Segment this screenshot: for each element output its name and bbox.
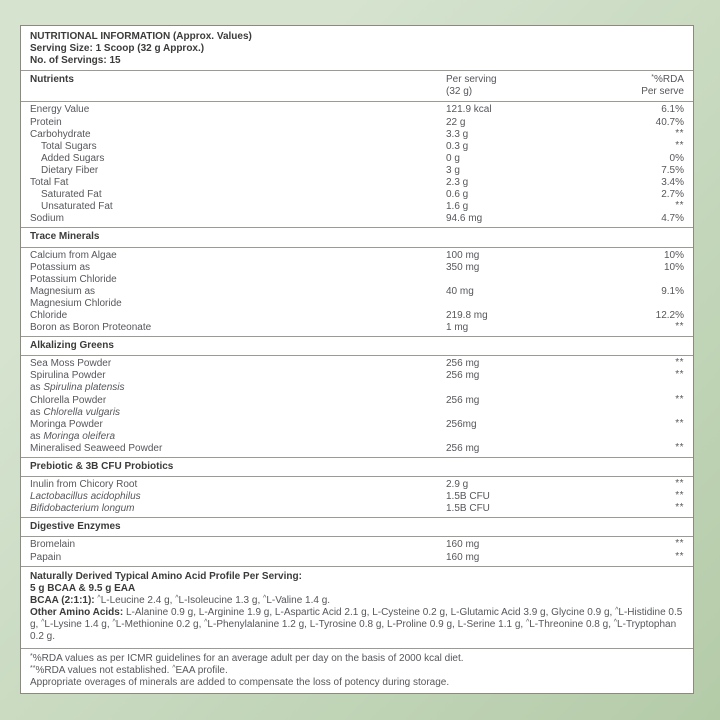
nutrient-name: Lactobacillus acidophilus	[30, 491, 141, 503]
nutrient-name: Inulin from Chicory Root	[30, 479, 138, 491]
nutrient-rda: 7.5%	[661, 164, 684, 176]
nutrient-rda: **	[675, 200, 684, 212]
amino-line: BCAA (2:1:1): ^L-Leucine 2.4 g, ^L-Isoleucine 1.3 g, ^L-Valine 1.4 g.	[30, 594, 331, 606]
nutrient-row	[30, 262, 684, 286]
amino-line: Other Amino Acids: L-Alanine 0.9 g, L-Arginine 1.9 g, L-Aspartic Acid 2.1 g, L-Cysteine 0.2 g, L-Glutamic Acid 3.9 g, Glycine 0.9 g, ^L-Histidine 0.5 g, ^L-Lysine 1.4 g, ^L-Methionine 0.2 g, ^L-Phenylalanine 1.2 g, L-Tyrosine 0.8 g, L-Proline 0.9 g, L-Serine 1.1 g, ^L-Threonine 0.8 g, ^L-Tryptophan 0.2 g.	[30, 606, 683, 643]
footnote-line: **%RDA values not established. ^EAA profile.	[30, 665, 228, 677]
nutrient-name: Bifidobacterium longum	[30, 503, 135, 515]
nutrient-amount: 256 mg	[446, 394, 480, 406]
section-rows	[21, 248, 693, 337]
nutrient-rda: 9.1%	[661, 285, 684, 297]
nutrient-row	[30, 286, 684, 310]
nutrient-rda: **	[675, 502, 684, 514]
nutrient-amount: 40 mg	[446, 285, 474, 297]
nutrient-amount: 350 mg	[446, 261, 480, 273]
nutrient-rda: **	[675, 393, 684, 405]
footnote-line: Appropriate overages of minerals are added to compensate the loss of potency during storage.	[30, 677, 450, 689]
nutrient-row	[30, 153, 684, 165]
nutrient-amount: 2.3 g	[446, 177, 469, 189]
nutrient-name: Spirulina Powder as Spirulina platensis	[30, 370, 125, 394]
nutrition-label-panel	[20, 25, 694, 694]
nutrient-rda: 12.2%	[655, 309, 684, 321]
nutrient-rda: 2.7%	[661, 189, 684, 201]
nutrient-amount: 1.5B CFU	[446, 503, 490, 515]
nutrient-sections	[21, 102, 693, 565]
nutrient-amount: 0.6 g	[446, 189, 469, 201]
nutrient-name: Potassium as Potassium Chloride	[30, 261, 117, 285]
section-rows	[21, 477, 693, 517]
nutrient-rda: 3.4%	[661, 177, 684, 189]
nutrient-amount: 160 mg	[446, 551, 480, 563]
nutrient-row	[30, 419, 684, 443]
nutrient-name: Energy Value	[30, 104, 90, 116]
section-header: Alkalizing Greens	[21, 336, 693, 356]
nutrient-row	[30, 322, 684, 334]
nutrient-row	[30, 165, 684, 177]
nutrient-rda: **	[675, 139, 684, 151]
nutrient-row	[30, 250, 684, 262]
nutrient-rda: **	[675, 357, 684, 369]
nutrient-row	[30, 503, 684, 515]
nutrient-rda: 10%	[663, 261, 684, 273]
section-header: Trace Minerals	[21, 227, 693, 247]
section-rows	[21, 102, 693, 227]
section-rows	[21, 356, 693, 457]
nutrient-amount: 160 mg	[446, 539, 480, 551]
nutrient-row	[30, 370, 684, 394]
nutrient-name: Total Sugars	[41, 140, 97, 152]
nutrient-row	[30, 177, 684, 189]
nutrient-name: Unsaturated Fat	[41, 201, 113, 213]
nutrient-amount: 256 mg	[446, 358, 480, 370]
amino-line: Naturally Derived Typical Amino Acid Profile Per Serving:	[30, 570, 302, 582]
nutrient-amount: 219.8 mg	[446, 309, 488, 321]
nutrient-row	[30, 310, 684, 322]
nutrient-name: Chlorella Powder as Chlorella vulgaris	[30, 394, 121, 418]
nutrient-amount: 0 g	[446, 152, 460, 164]
column-header-nutrients: Nutrients	[30, 74, 74, 86]
nutrient-name: Total Fat	[30, 177, 69, 189]
nutrient-rda: **	[675, 538, 684, 550]
nutrient-name: Sea Moss Powder	[30, 358, 112, 370]
nutrient-row	[30, 358, 684, 370]
nutrient-row	[30, 395, 684, 419]
nutrient-rda: **	[675, 490, 684, 502]
servings-count: No. of Servings: 15	[30, 55, 121, 67]
nutrient-row	[30, 539, 684, 551]
nutrient-row	[30, 479, 684, 491]
nutrient-name: Magnesium as Magnesium Chloride	[30, 285, 122, 309]
nutrient-name: Moringa Powder as Moringa oleifera	[30, 418, 116, 442]
nutrient-row	[30, 104, 684, 116]
nutrient-amount: 1 mg	[446, 322, 469, 334]
nutrient-row	[30, 189, 684, 201]
nutrient-rda: **	[675, 478, 684, 490]
nutrient-row	[30, 141, 684, 153]
nutrient-amount: 22 g	[446, 116, 466, 128]
nutrient-rda: **	[675, 441, 684, 453]
nutrient-row	[30, 201, 684, 213]
nutrient-rda: **	[675, 369, 684, 381]
nutrient-rda: **	[675, 417, 684, 429]
nutrient-rda: **	[675, 127, 684, 139]
table-header	[21, 70, 693, 102]
nutrient-amount: 94.6 mg	[446, 213, 483, 225]
rda-asterisk: *	[651, 74, 654, 82]
section-header: Digestive Enzymes	[21, 517, 693, 537]
nutrient-amount: 3 g	[446, 164, 460, 176]
nutrient-rda: **	[675, 550, 684, 562]
nutrient-name: Papain	[30, 551, 62, 563]
nutrient-rda: 4.7%	[661, 213, 684, 225]
column-header-per-serving: Per serving (32 g)	[446, 74, 497, 98]
section-rows	[21, 537, 693, 565]
nutrient-name: Added Sugars	[41, 152, 105, 164]
nutrient-row	[30, 213, 684, 225]
nutrient-amount: 100 mg	[446, 249, 480, 261]
footnote-line: *%RDA values as per ICMR guidelines for an average adult per day on the basis of 2000 kcal diet.	[30, 653, 464, 665]
nutrient-name: Dietary Fiber	[41, 164, 99, 176]
label-title: NUTRITIONAL INFORMATION (Approx. Values)	[30, 31, 252, 42]
nutrient-rda: 40.7%	[655, 116, 684, 128]
nutrient-name: Saturated Fat	[41, 189, 102, 201]
nutrient-name: Calcium from Algae	[30, 249, 117, 261]
nutrient-name: Mineralised Seaweed Powder	[30, 442, 163, 454]
nutrient-rda: **	[675, 321, 684, 333]
amino-acid-profile	[21, 566, 693, 649]
serving-size: Serving Size: 1 Scoop (32 g Approx.)	[30, 43, 205, 55]
nutrient-row	[30, 552, 684, 564]
nutrient-row	[30, 117, 684, 129]
nutrient-row	[30, 129, 684, 141]
nutrient-name: Boron as Boron Proteonate	[30, 322, 152, 334]
nutrient-rda: 0%	[669, 152, 684, 164]
label-title-block	[21, 26, 693, 70]
column-header-rda: *%RDA Per serve	[641, 74, 684, 98]
nutrient-amount: 121.9 kcal	[446, 104, 492, 116]
nutrient-amount: 3.3 g	[446, 128, 469, 140]
nutrient-amount: 256 mg	[446, 370, 480, 382]
section-header: Prebiotic & 3B CFU Probiotics	[21, 457, 693, 477]
nutrient-name: Protein	[30, 116, 62, 128]
nutrient-amount: 1.5B CFU	[446, 491, 490, 503]
nutrient-name: Bromelain	[30, 539, 76, 551]
nutrient-name: Chloride	[30, 309, 68, 321]
footnotes	[21, 648, 693, 693]
nutrient-amount: 0.3 g	[446, 140, 469, 152]
nutrient-row	[30, 491, 684, 503]
nutrient-name: Carbohydrate	[30, 128, 91, 140]
nutrient-row	[30, 443, 684, 455]
nutrient-name: Sodium	[30, 213, 64, 225]
nutrient-amount: 2.9 g	[446, 479, 469, 491]
nutrient-amount: 256 mg	[446, 442, 480, 454]
amino-line: 5 g BCAA & 9.5 g EAA	[30, 582, 136, 594]
nutrient-rda: 10%	[663, 249, 684, 261]
nutrient-amount: 256mg	[446, 418, 477, 430]
nutrient-rda: 6.1%	[661, 104, 684, 116]
nutrient-amount: 1.6 g	[446, 201, 469, 213]
